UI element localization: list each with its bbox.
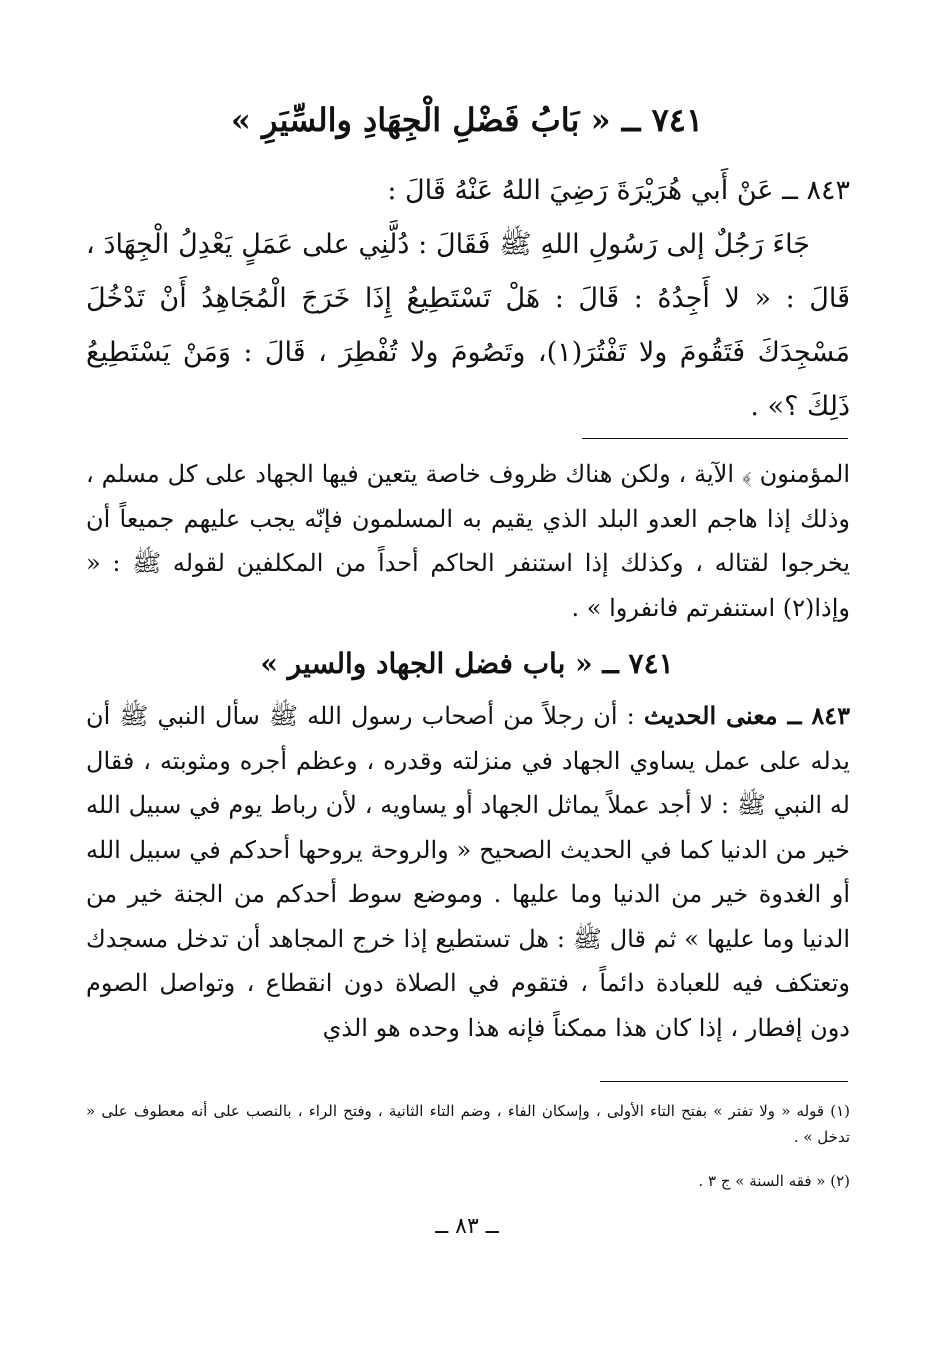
commentary-heading: ٧٤١ ــ « باب فضل الجهاد والسير » xyxy=(260,647,674,680)
page-number: ــ ٨٣ ــ xyxy=(435,1214,499,1239)
commentary-text: : أن رجلاً من أصحاب رسول الله ﷺ سأل النبي ﷺ أن يدله على عمل يساوي الجهاد في منزلته وقدره ، وعظم أجره ومثوبته ، فقال له النبي ﷺ : لا أجد عملاً يماثل الجهاد أو يساويه ، لأن رباط يوم في سبيل الله خير من الدنيا كما في الحديث الصحيح « والروحة يروحها أحدكم في سبيل الله أو الغدوة خير من الدنيا وما عليها . وموضع سوط أحدكم من الجنة خير من الدنيا وما عليها » ثم قال ﷺ : هل تستطيع إذا خرج المجاهد أن تدخل مسجدك وتعتكف فيه للعبادة دائماً ، فتقوم في الصلاة دون انقطاع ، وتواصل الصوم دون إفطار ، إذا كان هذا ممكناً فإنه هذا وحده هو الذي xyxy=(86,702,850,1042)
footnote-2: (٢) « فقه السنة » ج ٣ . xyxy=(698,1172,850,1190)
commentary-paragraph xyxy=(86,694,850,1050)
section-divider xyxy=(582,438,848,439)
hadith-text: جَاءَ رَجُلٌ إلى رَسُولِ اللهِ ﷺ فَقَالَ : دُلَّنِي على عَمَلٍ يَعْدِلُ الْجِهَادَ ، قَالَ : « لا أَجِدُهُ : قَالَ : هَلْ تَسْتَطِيعُ إِذَا خَرَجَ الْمُجَاهِدُ أَنْ تَدْخُلَ مَسْجِدَكَ فَتَقُومَ ولا تَفْتُرَ(١)، وتَصُومَ ولا تُفْطِرَ ، قَالَ : وَمَنْ يَسْتَطِيعُ ذَلِكَ ؟» . xyxy=(86,229,851,422)
commentary-label: ٨٤٣ ــ معنى الحديث xyxy=(643,701,851,730)
continuation-paragraph: المؤمنون ﴾ الآية ، ولكن هناك ظروف خاصة يتعين فيها الجهاد على كل مسلم ، وذلك إذا هاجم العدو البلد الذي يقيم به المسلمون فإنّه يجب عليهم جميعاً أن يخرجوا لقتاله ، وكذلك إذا استنفر الحاكم أحداً من المكلفين لقوله ﷺ : « وإذا(٢) استنفرتم فانفروا » . xyxy=(86,460,850,622)
chapter-heading: ٧٤١ ــ « بَابُ فَضْلِ الْجِهَادِ والسِّيَرِ » xyxy=(230,101,704,139)
footnote-1: (١) قوله « ولا تفتر » بفتح التاء الأولى ، وإسكان الفاء ، وضم التاء الثانية ، وفتح الراء ، بالنصب على أنه معطوف على « تدخل » . xyxy=(86,1102,850,1146)
hadith-opening: ٨٤٣ ــ عَنْ أَبي هُرَيْرَةَ رَضِيَ اللهُ عَنْهُ قَالَ : xyxy=(387,175,850,206)
footnote-divider xyxy=(600,1081,848,1082)
